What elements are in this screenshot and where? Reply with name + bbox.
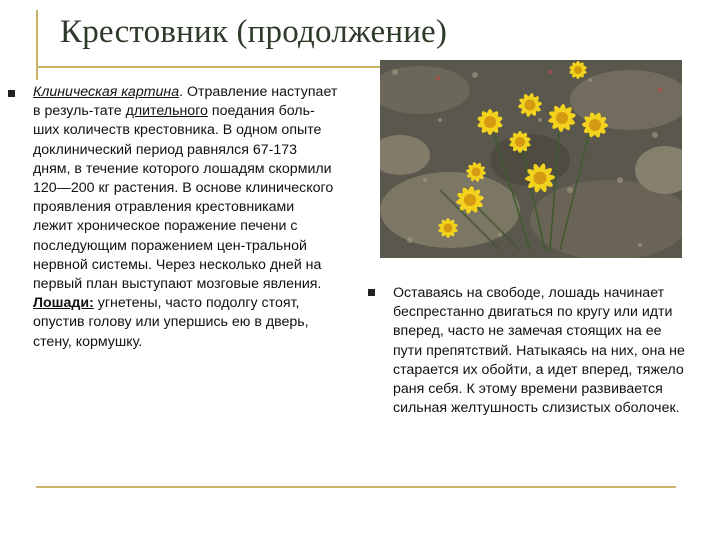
ragwort-photo: [380, 60, 682, 258]
clinical-text-part2: поедания боль-ших количеств крестовника. В одном опыте доклинический период равнялся 67-173 дням, в течение которого лошадям скормили 120—200 кг растения. В основе клинического проявления отравления крестовниками лежит хроническое поражение печени с последующим поражением цен-тральной нервной системы. Через несколько дней на первый план выступают мозговые явления.: [33, 103, 334, 293]
clinical-text-part3: угнетены, часто подолгу стоят, опустив голову или упершись ею в дверь, стену, кормушку.: [33, 295, 309, 350]
page-title: Крестовник (продолжение): [60, 14, 448, 50]
clinical-picture-term: Клиническая картина: [33, 84, 180, 100]
ragwort-photo-drawing: [380, 60, 682, 258]
accent-bottom-line: [36, 486, 676, 488]
bullet-left: [8, 90, 15, 97]
behavior-text: Оставаясь на свободе, лошадь начинает беспрестанно двигаться по кругу или идти вперед, часто не замечая стоящих на ее пути препятствий. Натыкаясь на них, она не старается их обойти, а идет вперед, тяжело раня себя. К этому времени развивается сильная желтушность слизистых оболочек.: [393, 285, 685, 417]
duration-term: длительного: [125, 103, 208, 120]
horses-term: Лошади:: [33, 295, 94, 312]
accent-vertical-line: [36, 10, 38, 80]
clinical-text-part1: . Отравление наступает в резуль-тате: [33, 84, 338, 120]
bullet-right: [368, 289, 375, 296]
clinical-picture-text: [33, 83, 338, 352]
